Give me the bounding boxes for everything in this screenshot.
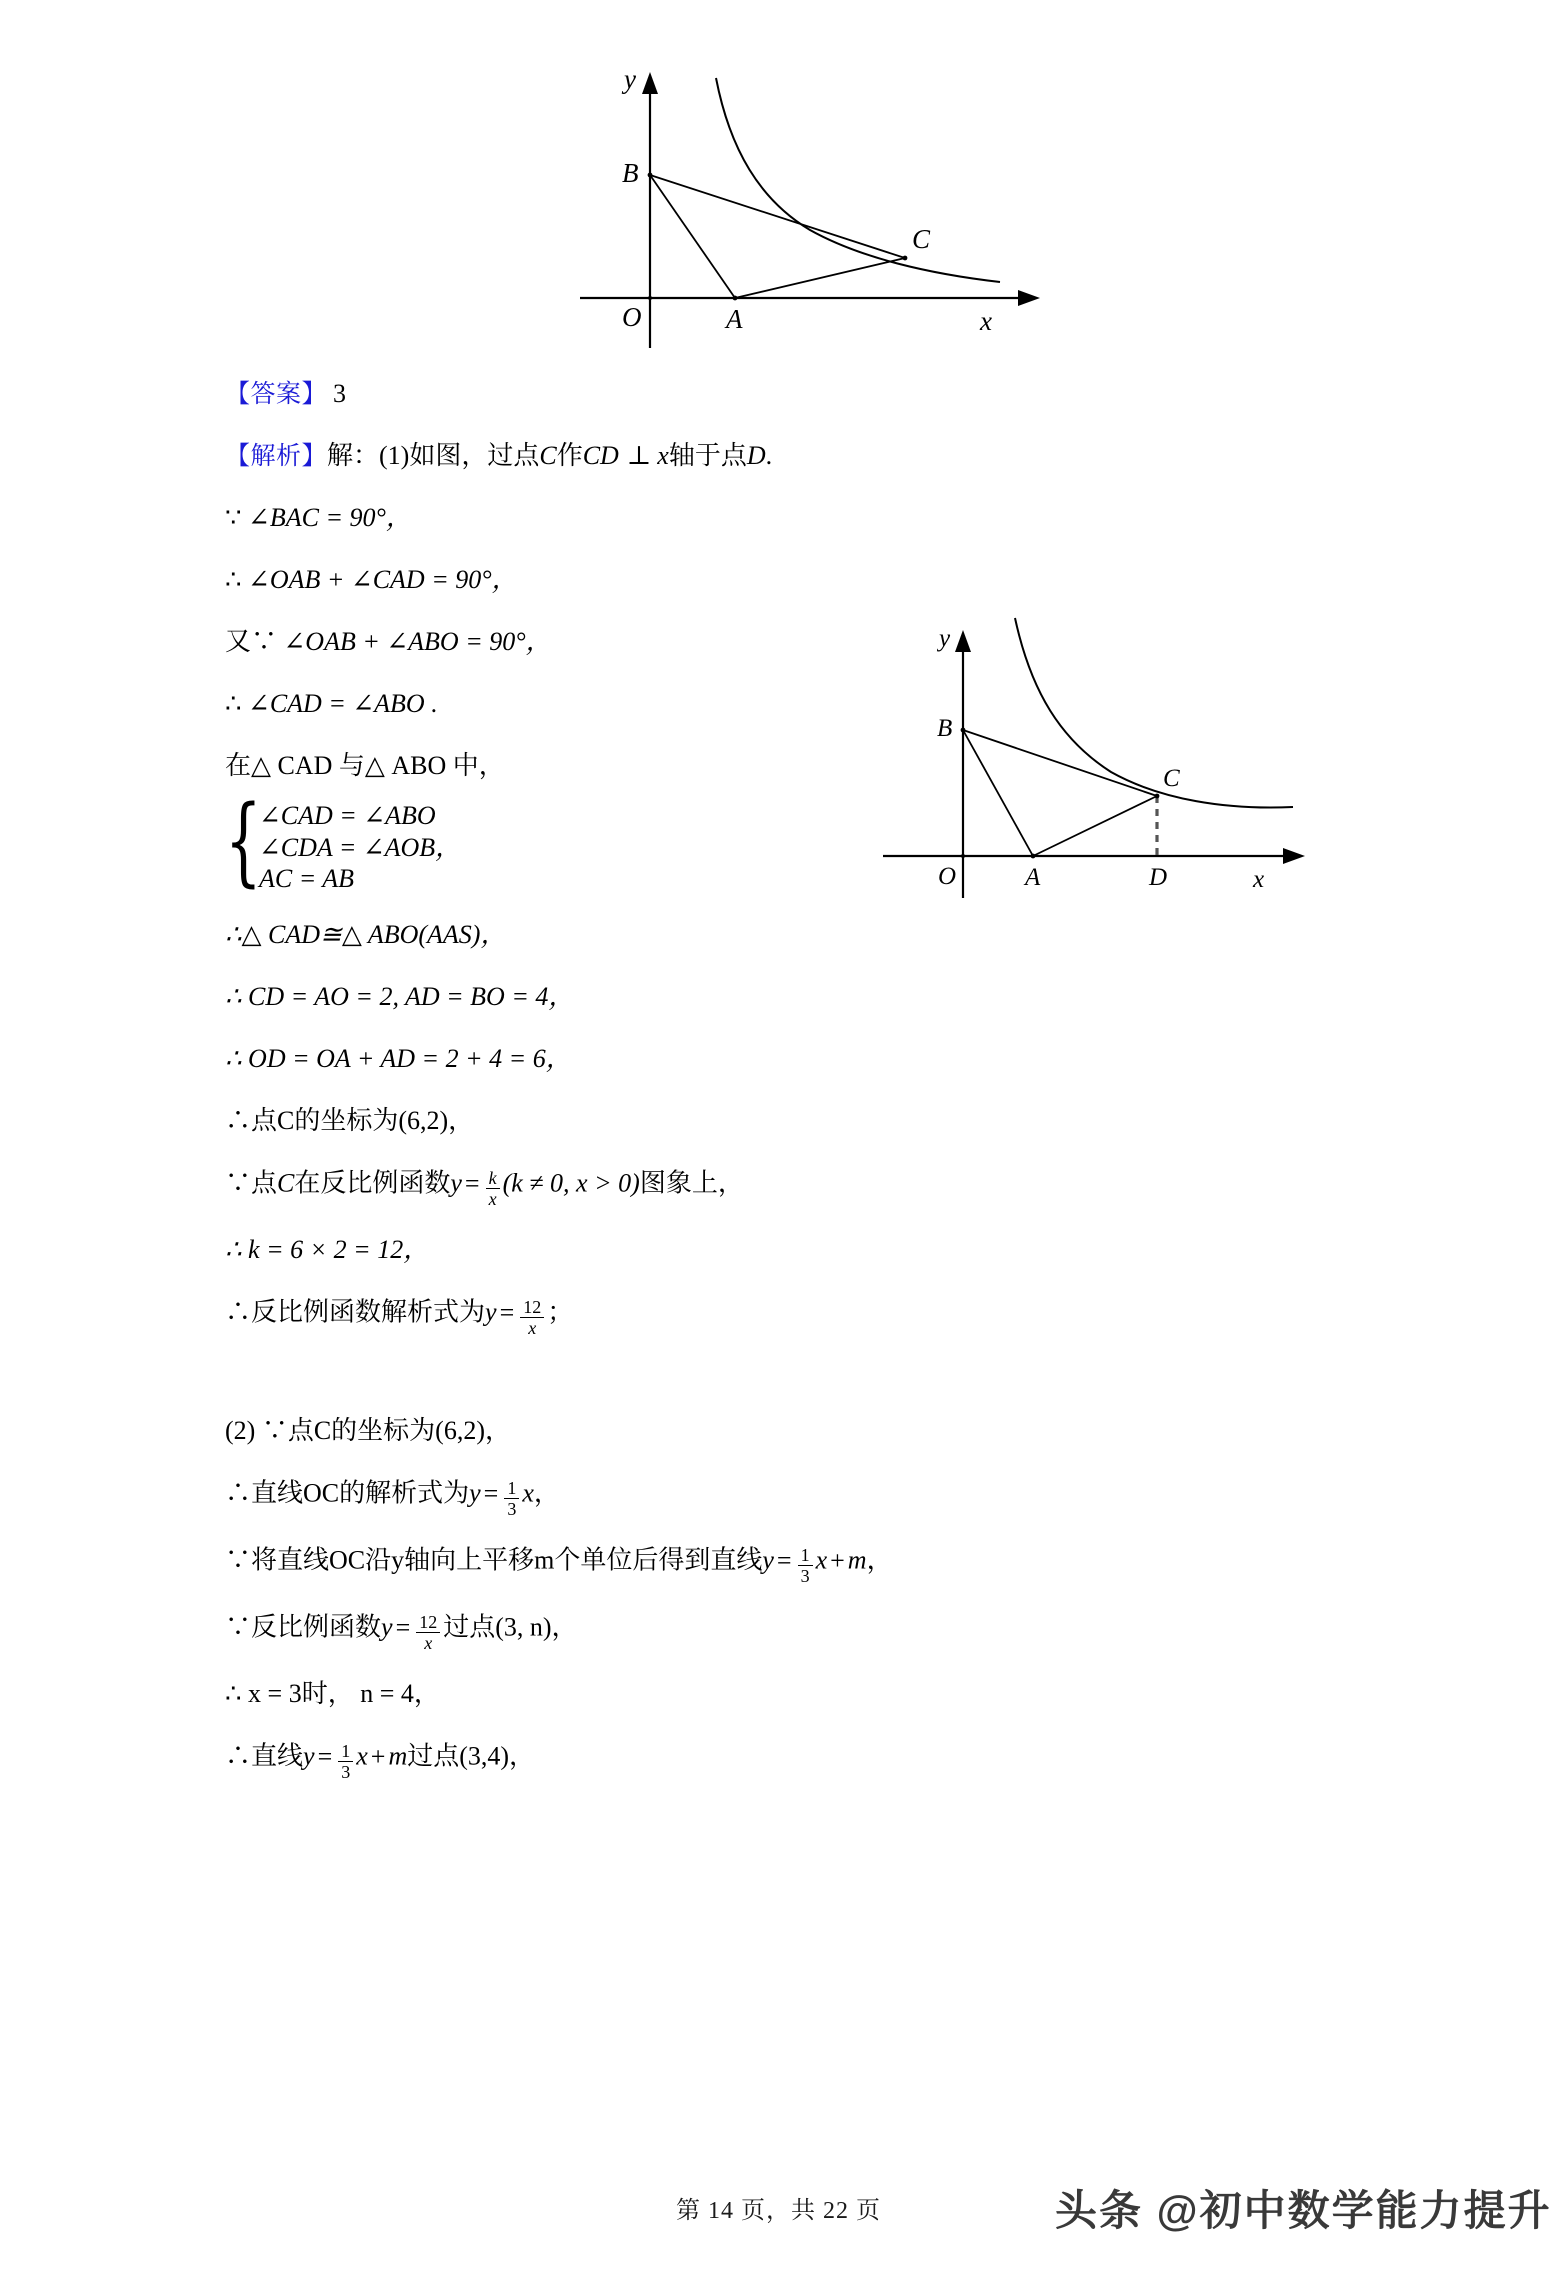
analysis-intro-period: .: [765, 441, 773, 470]
tr-eq: =: [776, 1545, 792, 1575]
line-through-34: [225, 1742, 1385, 1781]
inv-c: C: [277, 1168, 295, 1198]
tr-plus: +: [830, 1545, 845, 1575]
fraction-denominator: 3: [341, 1762, 351, 1783]
y-axis-arrow-1: [642, 72, 658, 94]
answer-value: 3: [333, 379, 347, 408]
x-axis-arrow-1: [1018, 290, 1040, 306]
label-O-2: O: [938, 863, 957, 890]
analysis-intro-x: x: [657, 441, 669, 470]
oc-suffix: ，: [533, 1478, 560, 1508]
step-bac-text: ∠BAC = 90°，: [248, 503, 412, 532]
solution-body: [225, 380, 1385, 1781]
label-B-2: B: [937, 715, 953, 742]
step-c-coords: [225, 1107, 1385, 1141]
segment-BA-1: [650, 175, 735, 298]
step-cd-ao: [225, 983, 1385, 1017]
tr-suffix: ，: [866, 1545, 893, 1575]
oc-var: x: [522, 1478, 534, 1508]
step-congruent: [225, 921, 1385, 955]
x3-text: ∴ x = 3时， n = 4，: [225, 1679, 440, 1709]
k-value-line: [225, 1236, 1385, 1270]
segment-BC-1: [650, 175, 905, 258]
inv-eq: =: [464, 1168, 480, 1198]
step-cad-eq-abo: [225, 690, 1385, 724]
point-B-dot-1: [648, 173, 653, 178]
fraction-denominator: x: [424, 1633, 433, 1654]
line-oc-expression: [225, 1479, 1385, 1518]
label-C-2: C: [1163, 765, 1180, 792]
congruence-conditions-system: [225, 785, 1385, 897]
analysis-intro-line: [225, 442, 1385, 476]
step-oab-cad: [225, 566, 1385, 600]
analysis-intro-cd: CD: [582, 441, 619, 470]
inv-y: y: [450, 1168, 462, 1198]
fraction-numerator: k: [486, 1169, 500, 1189]
oc-prefix: ∴直线OC的解析式为: [225, 1478, 470, 1508]
step-c-coords-text: ∴点C的坐标为(6,2)，: [225, 1106, 475, 1136]
ana-eq: =: [499, 1297, 515, 1327]
label-x-axis-1: x: [980, 306, 992, 336]
watermark-logo: 头条 @初中数学能力提升: [1055, 2187, 1552, 2234]
step-od-text: ∴ OD = OA + AD = 2 + 4 = 6，: [225, 1044, 572, 1074]
page-number-text: 第 14 页，共 22 页: [676, 2198, 881, 2224]
analysis-intro-prefix: 解：(1)如图，过点: [327, 441, 540, 470]
label-A-2: A: [1025, 864, 1041, 891]
system-row-1: ∠CAD = ∠ABO: [259, 801, 436, 830]
t3n-eq: =: [395, 1612, 411, 1642]
answer-tag: 【答案】: [225, 380, 328, 408]
step-bac-marker: ∵: [225, 503, 242, 532]
inv-suffix: 图象上，: [639, 1168, 744, 1198]
label-C-1: C: [912, 224, 931, 254]
step-again-marker: 又∵: [225, 627, 278, 656]
perp-icon: ⊥: [626, 441, 652, 470]
tr-y: y: [762, 1545, 774, 1575]
step-cad-eq-text: ∠CAD = ∠ABO .: [248, 689, 438, 718]
t34-plus: +: [370, 1741, 386, 1771]
fraction-12-over-x: [520, 1298, 544, 1337]
step-cd-ao-text: ∴ CD = AO = 2, AD = BO = 4，: [225, 982, 575, 1012]
tr-var: x: [815, 1545, 828, 1575]
fraction-12-over-x: [416, 1613, 440, 1652]
fraction-numerator: 12: [520, 1298, 544, 1318]
inverse-function-line: [225, 1169, 1385, 1208]
analysis-intro-d: D: [746, 441, 766, 470]
oc-y: y: [469, 1478, 481, 1508]
t34-prefix: ∴直线: [225, 1741, 304, 1771]
fraction-numerator: 1: [504, 1479, 519, 1499]
analysis-tag: 【解析】: [225, 442, 328, 470]
fraction-numerator: 1: [798, 1546, 813, 1566]
label-y-axis-1: y: [624, 64, 636, 94]
analytic-expression-line: [225, 1298, 1385, 1337]
left-brace-icon: {: [225, 785, 262, 897]
system-row-2: ∠CDA = ∠AOB，: [259, 832, 462, 862]
step-again-oab-abo: [225, 628, 1385, 662]
fraction-denominator: 3: [800, 1566, 810, 1587]
point-A-dot-1: [733, 296, 738, 301]
t34-y: y: [303, 1741, 315, 1771]
fraction-k-over-x: [486, 1169, 500, 1208]
analysis-intro-c: C: [539, 441, 557, 470]
answer-line: [225, 380, 1385, 414]
fraction-denominator: 3: [507, 1499, 517, 1520]
t3n-suffix: 过点(3, n)，: [443, 1612, 578, 1642]
fraction-1-over-3: [798, 1546, 813, 1585]
line-through-3n: [225, 1613, 1385, 1652]
system-row-3: AC = AB: [259, 864, 355, 894]
tr-m: m: [847, 1545, 867, 1575]
fraction-denominator: x: [528, 1318, 537, 1339]
fraction-denominator: x: [488, 1189, 497, 1210]
t3n-prefix: ∵反比例函数: [225, 1612, 382, 1642]
part2-marker: ∵: [261, 1416, 288, 1446]
step-oab-cad-text: ∠OAB + ∠CAD = 90°，: [248, 565, 518, 594]
tr-prefix: ∵将直线OC沿y轴向上平移m个单位后得到直线: [225, 1545, 763, 1575]
fraction-1-over-3: [338, 1742, 353, 1781]
label-y-axis-2: y: [939, 625, 951, 652]
point-C-dot-1: [903, 256, 908, 261]
label-B-1: B: [622, 158, 639, 188]
segment-AC-1: [735, 258, 905, 298]
t34-eq: =: [317, 1741, 333, 1771]
ana-suffix: ；: [547, 1297, 574, 1327]
fraction-numerator: 1: [338, 1742, 353, 1762]
geometry-figure-1: [560, 30, 1060, 360]
step-in-triangles-text: 在△ CAD 与△ ABO 中，: [225, 751, 505, 780]
step-again-text: ∠OAB + ∠ABO = 90°，: [283, 627, 552, 656]
ana-prefix: ∴反比例函数解析式为: [225, 1297, 486, 1327]
ana-y: y: [485, 1297, 497, 1327]
t3n-y: y: [381, 1612, 393, 1642]
label-D-2: D: [1149, 864, 1168, 891]
part2-c-coords-line: [225, 1417, 1385, 1451]
fraction-numerator: 12: [416, 1613, 440, 1633]
step-in-triangles: [225, 752, 1385, 786]
hyperbola-curve-1: [716, 78, 1000, 282]
inv-cond: (k ≠ 0, x > 0): [502, 1168, 640, 1198]
k-value-text: ∴ k = 6 × 2 = 12，: [225, 1235, 430, 1265]
step-oab-cad-marker: ∴: [225, 565, 242, 594]
label-O-1: O: [622, 302, 642, 332]
step-od: [225, 1045, 1385, 1079]
analysis-intro-suffix: 轴于点: [668, 441, 747, 470]
fraction-1-over-3: [504, 1479, 519, 1518]
line-translation: [225, 1546, 1385, 1585]
step-cad-eq-marker: ∴: [225, 689, 242, 718]
line-x-equals-3: [225, 1680, 1385, 1714]
inv-mid: 在反比例函数: [294, 1168, 451, 1198]
step-congruent-text: ∴△ CAD≅△ ABO(AAS)，: [225, 920, 507, 950]
oc-eq: =: [483, 1478, 499, 1508]
label-x-axis-2: x: [1253, 866, 1265, 893]
t34-var: x: [356, 1741, 368, 1771]
part2-label: (2): [225, 1416, 256, 1446]
analysis-intro-mid: 作: [556, 441, 583, 470]
label-A-1: A: [726, 304, 743, 334]
part2-c-coords-text: 点C的坐标为(6,2)，: [287, 1416, 512, 1446]
t34-suffix: 过点(3,4)，: [407, 1741, 536, 1771]
inv-prefix: ∵点: [225, 1168, 278, 1198]
step-bac: [225, 504, 1385, 538]
origin-dot-1: [648, 296, 652, 300]
t34-m: m: [388, 1741, 408, 1771]
